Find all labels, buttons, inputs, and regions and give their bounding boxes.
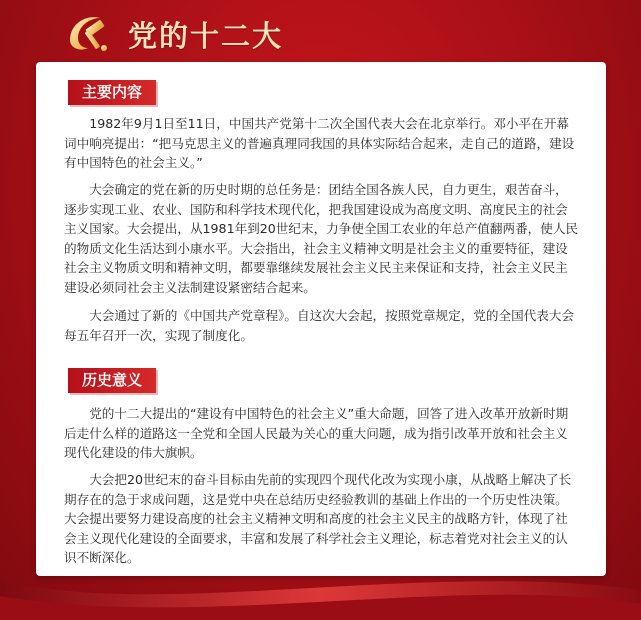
paragraph: 党的十二大提出的“建设有中国特色的社会主义”重大命题，回答了进入改革开放新时期后走什么样的道路这一全党和全国人民最为关心的重大问题，成为指引改革开放和社会主义现代化建设的伟大旗帜。 <box>64 406 569 461</box>
paragraph: 1982年9月1日至11日，中国共产党第十二次全国代表大会在北京举行。邓小平在开幕词中响亮提出：“把马克思主义的普遍真理同我国的具体实际结合起来，走自己的道路，建设有中国特色的社会主义。” <box>64 116 575 171</box>
paragraph: 大会把20世纪末的奋斗目标由先前的实现四个现代化改为实现小康，从战略上解决了长期存在的急于求成问题，这是党中央在总结历史经验教训的基础上作出的一个历史性决策。大会提出要努力建设高度的社会主义精神文明和高度的社会主义民主的战略方针，体现了社会主义现代化建设的全面要求，丰富和发展了科学社会主义理论，标志着党对社会主义的认识不断深化。 <box>64 472 572 566</box>
paragraph: 大会通过了新的《中国共产党章程》。自这次大会起，按照党章规定，党的全国代表大会每五年召开一次，实现了制度化。 <box>64 308 575 343</box>
section-heading-historical-significance: 历史意义 <box>68 368 156 393</box>
page-title: 党的十二大 <box>128 19 284 53</box>
paragraph: 大会确定的党在新的历史时期的总任务是：团结全国各族人民，自力更生，艰苦奋斗，逐步实现工业、农业、国防和科学技术现代化，把我国建设成为高度文明、高度民主的社会主义国家。大会提出，从1981年到20世纪末，力争使全国工农业的年总产值翻两番，使人民的物质文化生活达到小康水平。大会指出，社会主义精神文明是社会主义的重要特征，建设社会主义物质文明和精神文明，都要靠继续发展社会主义民主来保证和支持，社会主义民主建设必须同社会主义法制建设紧密结合起来。 <box>64 182 579 295</box>
decorative-ribbon <box>0 560 641 620</box>
hammer-sickle-icon <box>60 10 116 54</box>
page-header <box>0 0 641 60</box>
section-heading-main-content: 主要内容 <box>68 80 156 105</box>
content-card <box>36 62 606 576</box>
